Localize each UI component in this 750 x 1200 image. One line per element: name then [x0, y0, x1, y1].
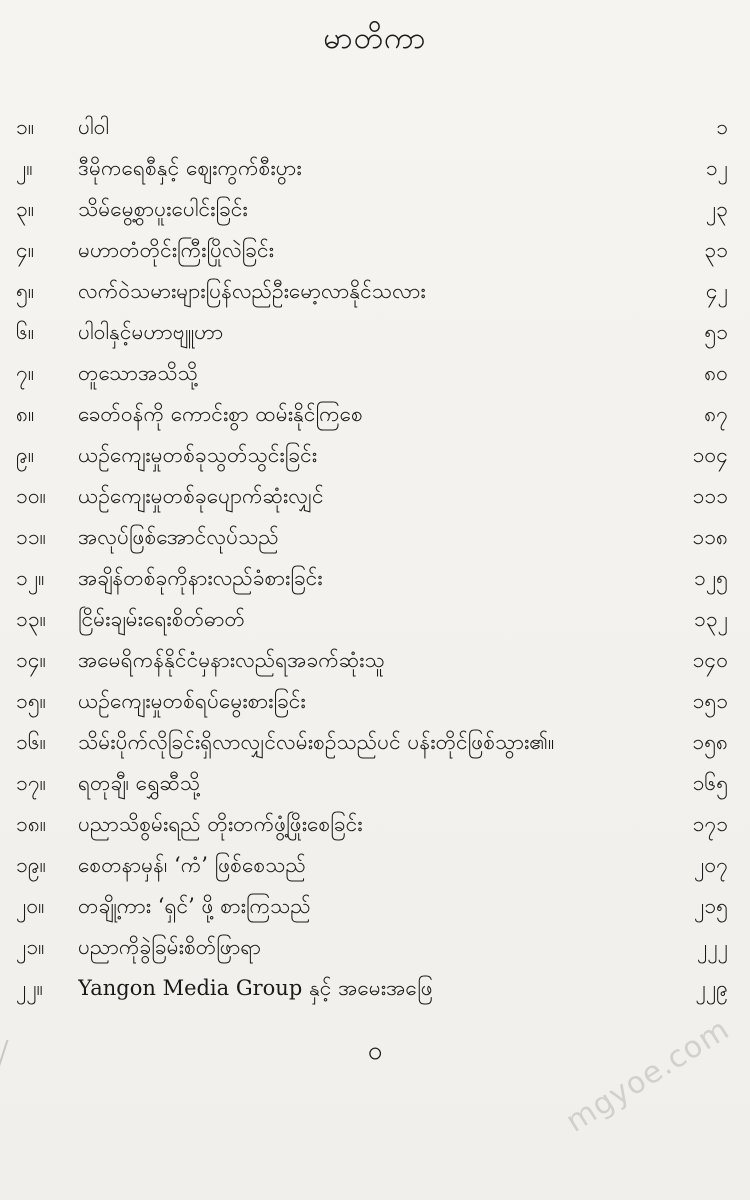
toc-entry-page: ၃၁: [704, 238, 728, 262]
table-of-contents: [0, 107, 750, 1009]
toc-entry: [0, 681, 750, 722]
toc-entry-title: ပညာကိုခွဲခြမ်းစိတ်ဖြာရာ: [78, 935, 262, 959]
toc-entry-page: ၂၀၇: [694, 853, 728, 877]
toc-entry: [0, 148, 750, 189]
toc-entry-title: လက်ဝဲသမားများပြန်လည်ဦးမော့လာနိုင်သလား: [78, 279, 426, 303]
toc-entry: [0, 517, 750, 558]
toc-entry-number: ၁၁။: [16, 525, 46, 549]
toc-entry: [0, 476, 750, 517]
toc-entry-page: ၁၆၅: [692, 771, 728, 795]
toc-entry-page: ၁၂: [705, 156, 728, 180]
toc-entry-number: ၁၆။: [16, 730, 46, 754]
toc-entry-number: ၂၀။: [16, 894, 45, 918]
toc-entry-page: ၁: [716, 115, 728, 139]
toc-entry-page: ၁၂၅: [694, 566, 728, 590]
toc-entry-page: ၁၄၀: [692, 648, 728, 672]
toc-entry-number: ၁၇။: [16, 771, 46, 795]
toc-entry: [0, 435, 750, 476]
toc-entry: [0, 722, 750, 763]
toc-entry-title: ယဉ်ကျေးမှုတစ်ခုပျောက်ဆုံးလျှင်: [78, 484, 324, 508]
toc-entry-number: ၂။: [16, 156, 33, 180]
toc-entry-title: ခေတ်ဝန်ကို ကောင်းစွာ ထမ်းနိုင်ကြစေ: [78, 402, 363, 426]
toc-entry-title: ပါဝါ: [78, 115, 110, 139]
toc-entry: [0, 886, 750, 927]
toc-entry-title: အလုပ်ဖြစ်အောင်လုပ်သည်: [78, 525, 279, 549]
toc-entry-title: ပညာသိစွမ်းရည် တိုးတက်ဖွံ့ဖြိုးစေခြင်း: [78, 812, 363, 836]
toc-entry-number: ၁၃။: [16, 607, 46, 631]
toc-entry-page: ၂၃: [705, 197, 728, 221]
toc-entry: [0, 845, 750, 886]
toc-entry-page: ၈၇: [704, 402, 728, 426]
toc-entry-title: စေတနာမှန်၊ ‘ကံ’ ဖြစ်စေသည်: [78, 853, 306, 877]
toc-entry-title: မဟာတံတိုင်းကြီးပြိုလဲခြင်း: [78, 238, 274, 262]
toc-entry-page: ၈၀: [704, 361, 728, 385]
toc-entry-title: ယဉ်ကျေးမှုတစ်ရပ်မွေးစားခြင်း: [78, 689, 306, 713]
toc-entry-title: ယဉ်ကျေးမှုတစ်ခုသွတ်သွင်းခြင်း: [78, 443, 318, 467]
toc-entry-page: ၂၁၅: [694, 894, 728, 918]
toc-entry: [0, 640, 750, 681]
toc-entry-page: ၁၅၈: [692, 730, 728, 754]
toc-entry-page: ၁၀၄: [692, 443, 728, 467]
toc-entry-number: ၈။: [16, 402, 35, 426]
toc-entry-title: တချို့ကား ‘ရှင်’ ဖို့ စားကြသည်: [78, 894, 311, 918]
toc-entry: [0, 353, 750, 394]
toc-entry-title: သိမ်းပိုက်လိုခြင်းရှိလာလျှင်လမ်းစဉ်သည်ပင် ပန်းတိုင်ဖြစ်သွား၏။: [78, 730, 555, 754]
toc-entry-page: ၁၇၁: [692, 812, 728, 836]
toc-entry-number: ၃။: [16, 197, 35, 221]
toc-entry-number: ၇။: [16, 361, 35, 385]
toc-entry-number: ၂၂။: [16, 976, 43, 1000]
toc-entry-page: ၅၁: [704, 320, 728, 344]
page-number: ၀: [367, 1036, 383, 1066]
toc-entry-title: ပါဝါနှင့်မဟာဗျူဟာ: [78, 320, 224, 344]
toc-entry-page: ၄၂: [705, 279, 728, 303]
toc-entry: [0, 804, 750, 845]
toc-entry: [0, 271, 750, 312]
toc-entry: [0, 107, 750, 148]
toc-entry-title: တူသောအသိသို့: [78, 361, 198, 385]
toc-entry-number: ၁။: [16, 115, 35, 139]
toc-entry-number: ၉။: [16, 443, 35, 467]
toc-entry-number: ၁၂။: [16, 566, 45, 590]
toc-entry-number: ၆။: [16, 320, 35, 344]
toc-entry-number: ၁၅။: [16, 689, 46, 713]
toc-entry-number: ၁၀။: [16, 484, 46, 508]
toc-entry-number: ၁၉။: [16, 853, 46, 877]
toc-entry: [0, 312, 750, 353]
toc-entry-page: ၂၂၂: [697, 935, 728, 959]
toc-entry: [0, 189, 750, 230]
toc-entry-number: ၁၈။: [16, 812, 47, 836]
toc-entry-page: ၁၁၈: [692, 525, 728, 549]
toc-entry: [0, 558, 750, 599]
toc-entry-title: ငြိမ်းချမ်းရေးစိတ်ဓာတ်: [78, 607, 245, 631]
toc-entry: [0, 927, 750, 968]
toc-entry-page: ၂၂၉: [695, 976, 728, 1000]
toc-entry-page: ၁၁၁: [692, 484, 728, 508]
toc-entry-page: ၁၃၂: [694, 607, 728, 631]
toc-entry-title: ရတုချီ၊ ရွှေဆီသို့: [78, 771, 201, 795]
toc-entry-title: ဒီမိုကရေစီနှင့် ဈေးကွက်စီးပွား: [78, 156, 302, 180]
toc-entry: [0, 599, 750, 640]
toc-entry: [0, 968, 750, 1009]
watermark: mgyoe.com: [560, 1011, 736, 1140]
toc-entry-title: Yangon Media Group နှင့် အမေးအဖြေ: [78, 976, 433, 1000]
toc-entry-title: အချိန်တစ်ခုကိုနားလည်ခံစားခြင်း: [78, 566, 323, 590]
toc-entry: [0, 763, 750, 804]
toc-entry-title: သိမ်မွေ့စွာပူးပေါင်းခြင်း: [78, 197, 248, 221]
toc-entry-title: အမေရိကန်နိုင်ငံမှနားလည်ရအခက်ဆုံးသူ: [78, 648, 385, 672]
toc-entry-number: ၄။: [16, 238, 35, 262]
toc-entry-number: ၅။: [16, 279, 35, 303]
toc-entry-number: ၂၁။: [16, 935, 45, 959]
toc-entry-number: ၁၄။: [16, 648, 46, 672]
toc-entry: [0, 230, 750, 271]
toc-entry: [0, 394, 750, 435]
toc-entry-page: ၁၅၁: [692, 689, 728, 713]
page-title: မာတိကာ: [323, 21, 427, 56]
